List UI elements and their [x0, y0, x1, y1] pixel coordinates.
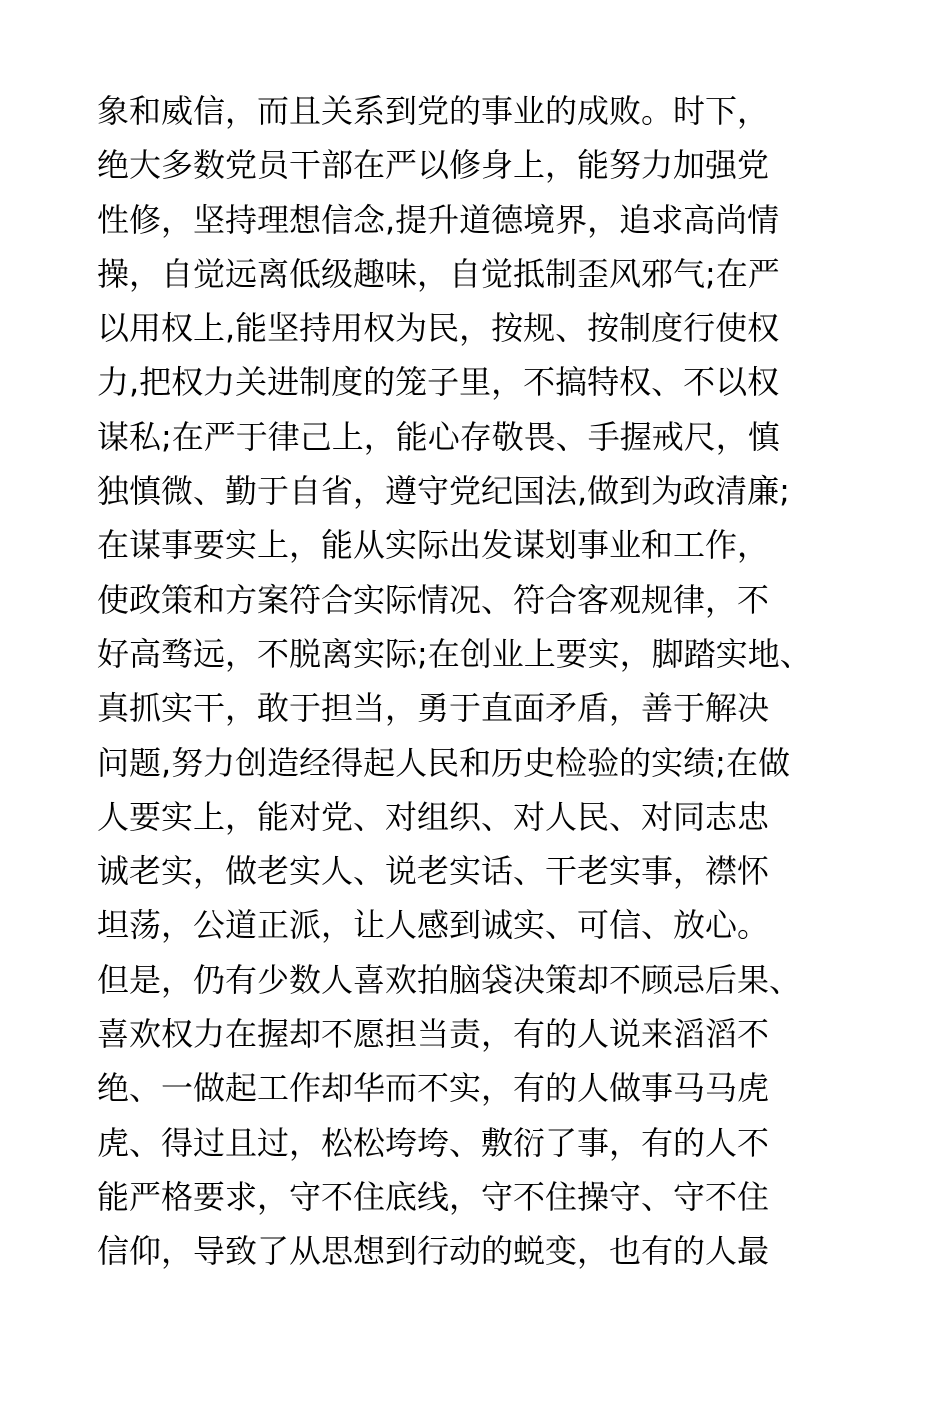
text-line: 能严格要求，守不住底线，守不住操守、守不住 [97, 1177, 770, 1216]
text-line: 真抓实干，敢于担当，勇于直面矛盾，善于解决 [97, 689, 770, 728]
text-line: 使政策和方案符合实际情况、符合客观规律，不 [97, 580, 770, 619]
text-line: 信仰，导致了从思想到行动的蜕变，也有的人最 [97, 1232, 770, 1271]
text-line: 象和威信，而且关系到党的事业的成败。时下， [97, 92, 770, 130]
text-line: 性修，坚持理想信念,提升道德境界，追求高尚情 [97, 200, 780, 239]
text-line: 操，自觉远离低级趣味，自觉抵制歪风邪气;在严 [97, 254, 780, 293]
text-line: 以用权上,能坚持用权为民，按规、按制度行使权 [97, 309, 780, 348]
text-line: 独慎微、勤于自省，遵守党纪国法,做到为政清廉; [97, 472, 790, 511]
text-line: 谋私;在严于律己上，能心存敬畏、手握戒尺，慎 [97, 417, 780, 456]
text-line: 绝、一做起工作却华而不实，有的人做事马马虎 [97, 1069, 770, 1108]
text-line: 坦荡，公道正派，让人感到诚实、可信、放心。 [97, 906, 770, 945]
text-line: 喜欢权力在握却不愿担当责，有的人说来滔滔不 [97, 1015, 770, 1054]
text-line: 人要实上，能对党、对组织、对人民、对同志忠 [97, 797, 770, 836]
text-line: 在谋事要实上，能从实际出发谋划事业和工作， [97, 526, 770, 565]
text-line: 力,把权力关进制度的笼子里，不搞特权、不以权 [97, 363, 780, 402]
text-line: 好高骛远，不脱离实际;在创业上要实，脚踏实地、 [97, 634, 812, 673]
text-line: 问题,努力创造经得起人民和历史检验的实绩;在做 [97, 743, 790, 782]
text-line: 虎、得过且过，松松垮垮、敷衍了事，有的人不 [97, 1123, 770, 1162]
text-line: 但是，仍有少数人喜欢拍脑袋决策却不顾忌后果、 [97, 960, 802, 999]
text-line: 绝大多数党员干部在严以修身上，能努力加强党 [97, 146, 770, 185]
body-text [97, 84, 897, 1279]
text-line: 诚老实，做老实人、说老实话、干老实事，襟怀 [97, 852, 770, 891]
